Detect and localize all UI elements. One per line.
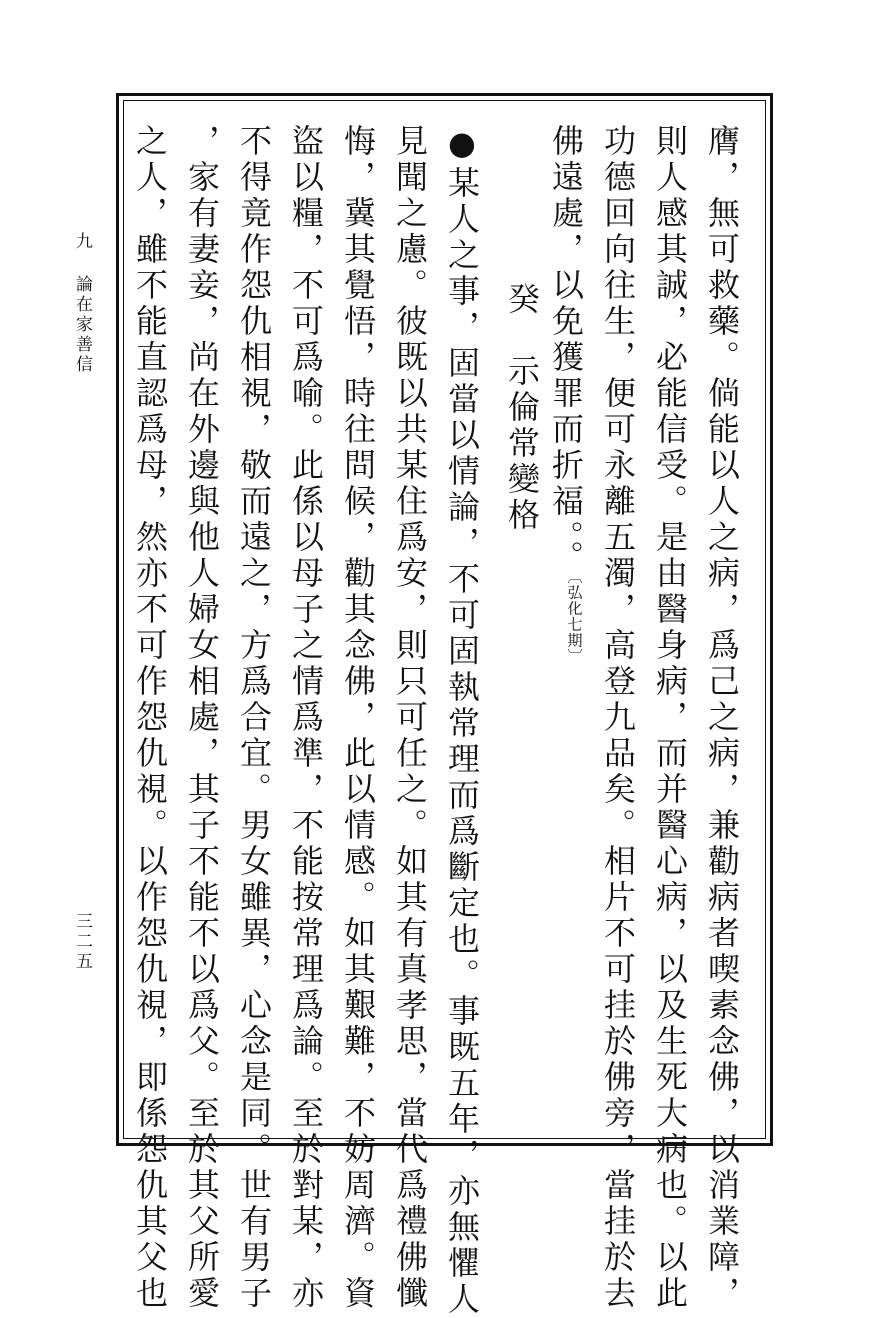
text-column-9: 盜以糧，不可爲喻。此係以母子之情爲準，不能按常理爲論。至於對某，亦: [287, 124, 325, 1312]
text-column-4: [546, 124, 595, 665]
section-heading: 癸 示倫常變格: [503, 282, 541, 534]
running-head: 九 論在家善信: [72, 232, 92, 375]
page-number: 三二五: [72, 912, 92, 972]
text-column-3: 功德回向往生，便可永離五濁，高登九品矣。相片不可挂於佛旁，當挂於去: [599, 124, 637, 1312]
text-column-2: 則人感其誠，必能信受。是由醫身病，而并醫心病，以及生死大病也。以此: [651, 124, 689, 1312]
text-column-11: ，家有妻妾，尚在外邊與他人婦女相處，其子不能不以爲父。至於其父所愛: [183, 124, 221, 1312]
text-column-10: 不得竟作怨仇相視，敬而遠之，方爲合宜。男女雖異，心念是同。世有男子: [235, 124, 273, 1312]
column-4-text: 佛遠處，以免獲罪而折福。: [547, 124, 585, 540]
text-column-7: 見聞之慮。彼既以共某住爲安，則只可任之。如其有真孝思，當代爲禮佛懺: [391, 124, 429, 1312]
text-column-12: 之人，雖不能直認爲母，然亦不可作怨仇視。以作怨仇視，即係怨仇其父也: [131, 124, 169, 1312]
text-column-1: 膺，無可救藥。倘能以人之病，爲己之病，兼勸病者喫素念佛，以消業障，: [703, 124, 741, 1312]
text-column-8: 悔，冀其覺悟，時往問候，勸其念佛，此以情感。如其艱難，不妨周濟。資: [339, 124, 377, 1312]
text-column-6: ●某人之事，固當以情論，不可固執常理而爲斷定也。事既五年，亦無懼人: [443, 124, 481, 1318]
column-4-end: 。: [547, 540, 585, 576]
source-note: 〔弘化七期〕: [565, 576, 584, 665]
